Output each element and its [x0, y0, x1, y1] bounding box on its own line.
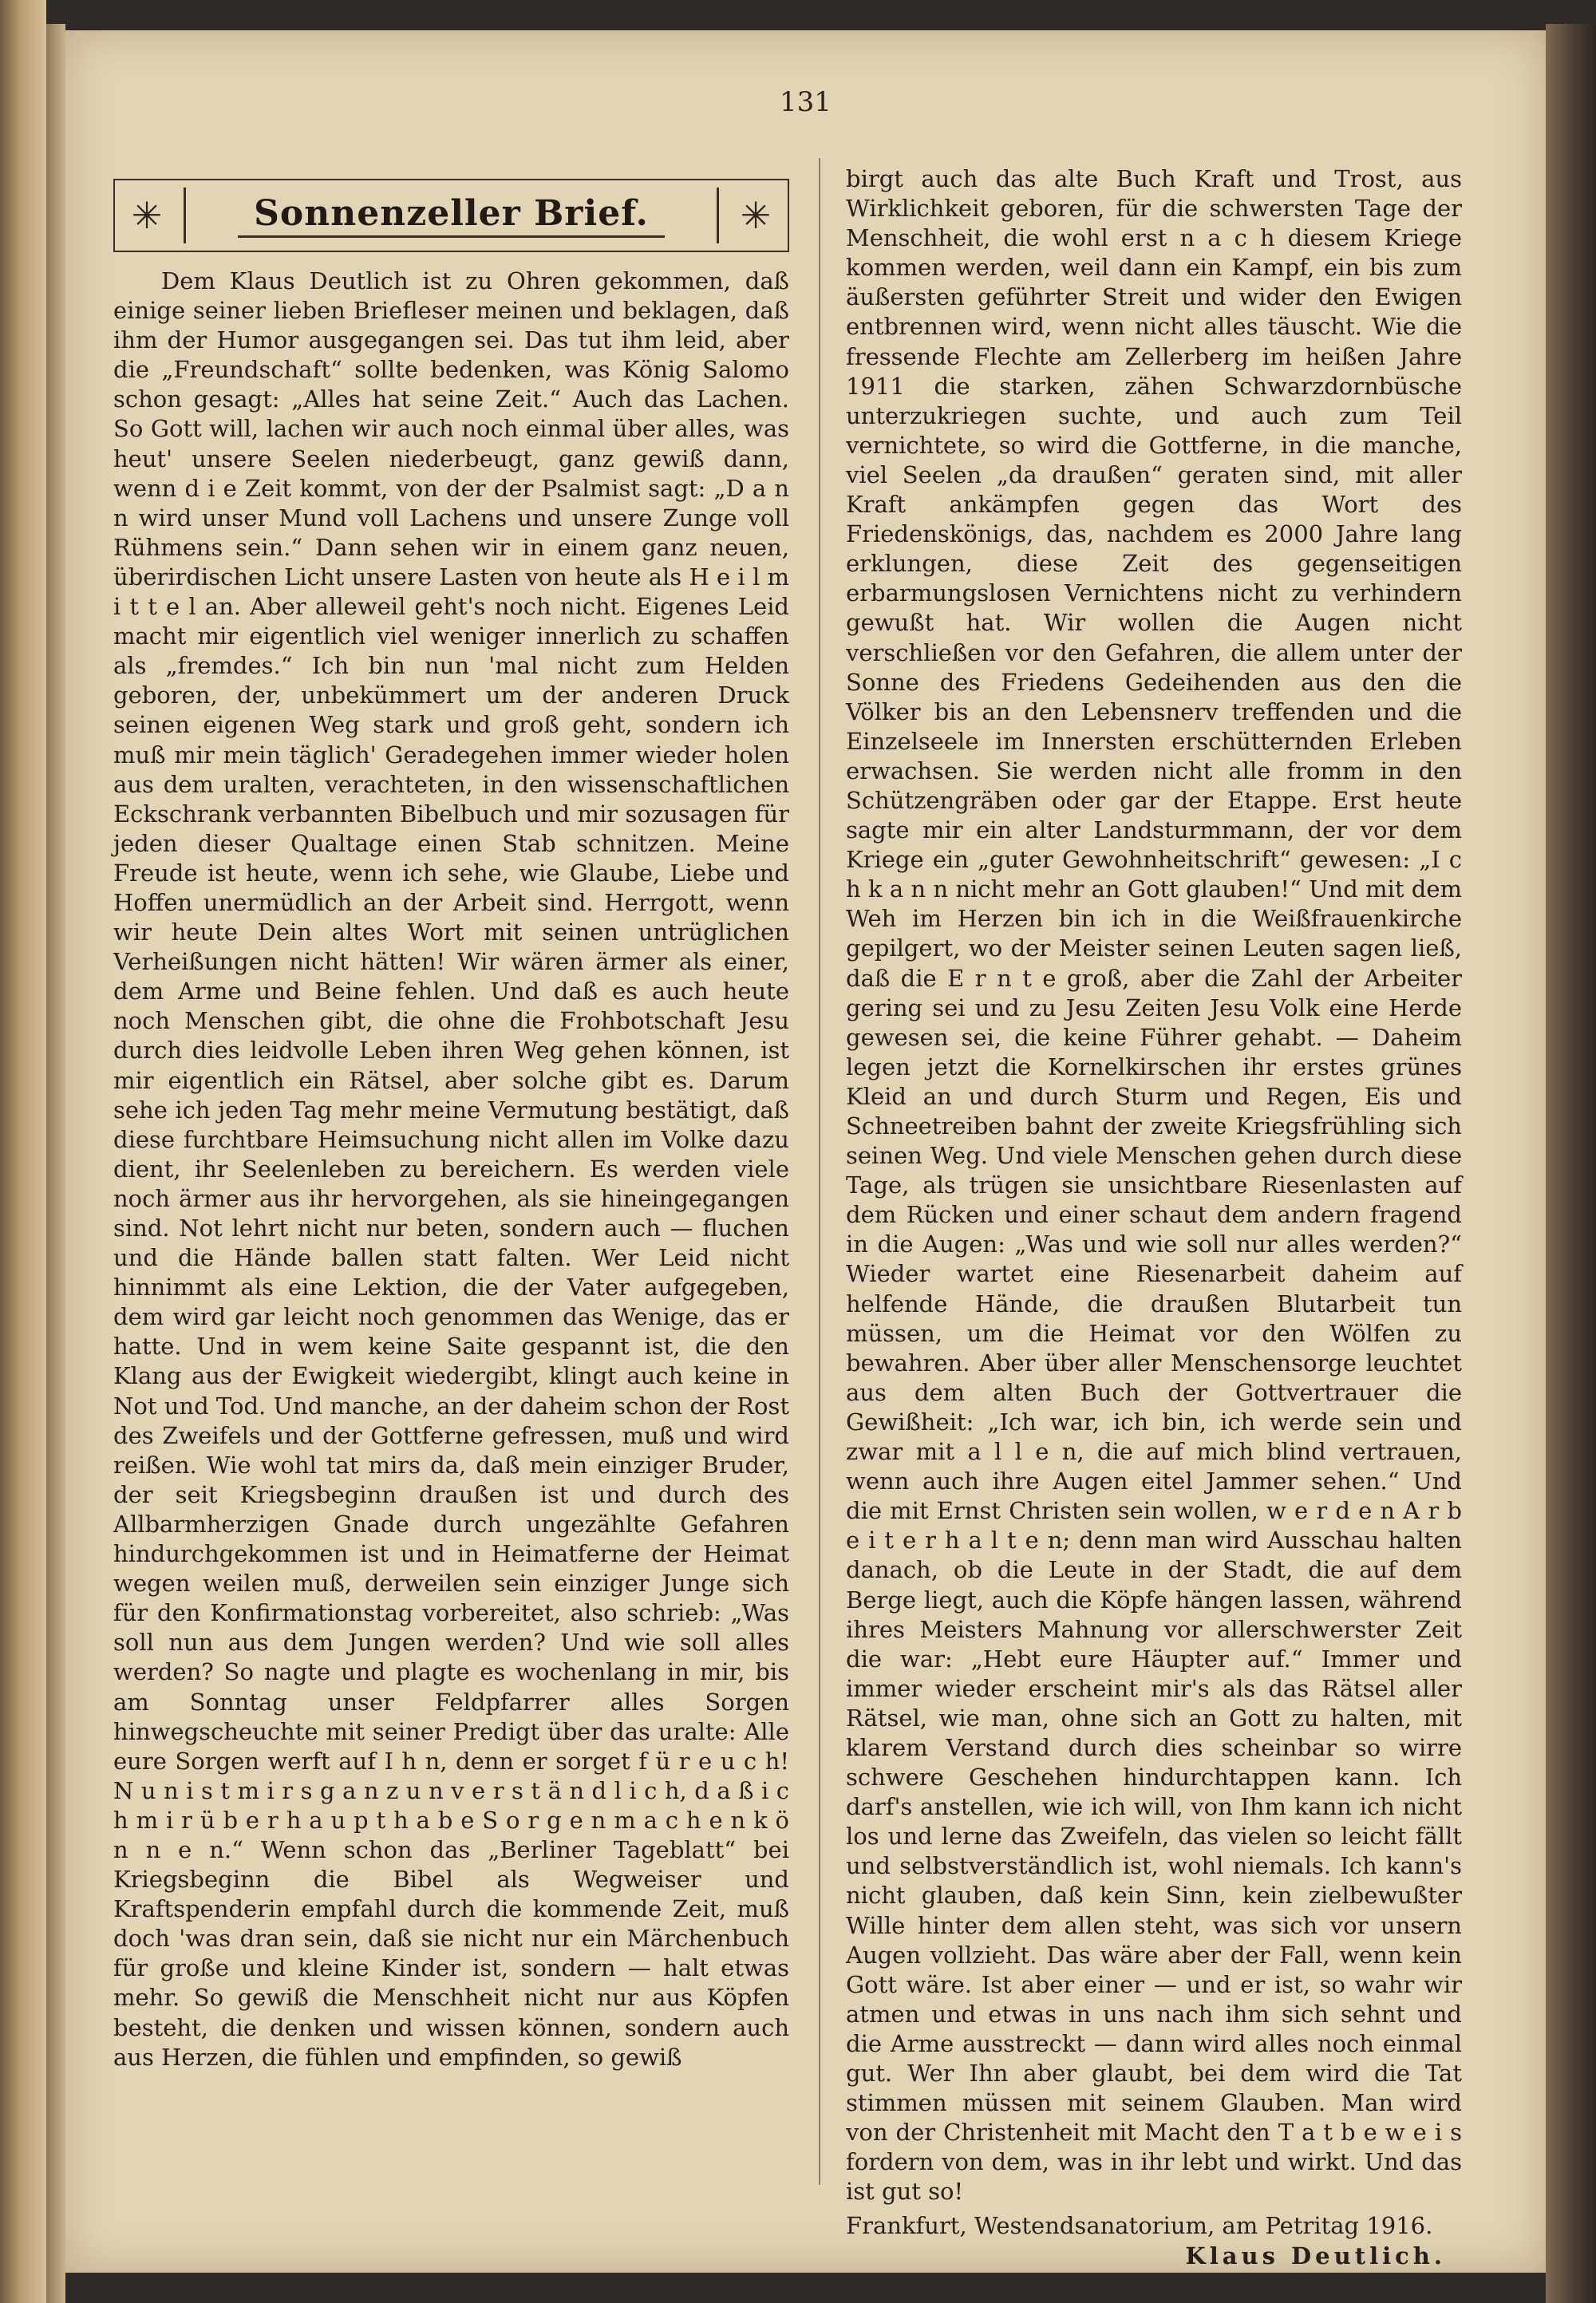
book-left-edge [0, 0, 46, 2303]
article-header [113, 179, 789, 252]
left-column-text: Dem Klaus Deutlich ist zu Ohren gekommen, daß einige seiner lieben Briefleser meinen und beklagen, daß ihm der Humor ausgegangen sei. Das tut ihm leid, aber die „Freundschaft“ sollte bedenken, was König Salomo schon gesagt: „Alles hat seine Zeit.“ Auch das Lachen. So Gott will, lachen wir auch noch einmal über alles, was heut' unsere Seelen niederbeugt, ganz gewiß dann, wenn d i e Zeit kommt, von der der Psalmist sagt: „D a n n wird unser Mund voll Lachens und unsere Zunge voll Rühmens sein.“ Dann sehen wir in einem ganz neuen, überirdischen Licht unsere Lasten von heute als H e i l m i t t e l an. Aber alleweil geht's noch nicht. Eigenes Leid macht mir eigentlich viel weniger innerlich zu schaffen als „fremdes.“ Ich bin nun 'mal nicht zum Helden geboren, der, unbekümmert um der anderen Druck seinen eigenen Weg stark und groß geht, sondern ich muß mir mein täglich' Geradegehen immer wieder holen aus dem uralten, verachteten, in den wissenschaftlichen Eckschrank verbannten Bibelbuch und mir sozusagen für jeden dieser Qualtage einen Stab schnitzen. Meine Freude ist heute, wenn ich sehe, wie Glaube, Liebe und Hoffen unermüdlich an der Arbeit sind. Herrgott, wenn wir heute Dein altes Wort mit seinen untrüglichen Verheißungen nicht hätten! Wir wären ärmer als einer, dem Arme und Beine fehlen. Und daß es auch heute noch Menschen gibt, die ohne die Frohbotschaft Jesu durch dies leidvolle Leben ihren Weg gehen können, ist mir eigentlich ein Rätsel, aber solche gibt es. Darum sehe ich jeden Tag mehr meine Vermutung bestätigt, daß diese furchtbare Heimsuchung nicht allen im Volke dazu dient, ihr Seelenleben zu bereichern. Es werden viele noch ärmer aus ihr hervorgehen, als sie hineingegangen sind. Not lehrt nicht nur beten, sondern auch — fluchen und die Hände ballen statt falten. Wer Leid nicht hinnimmt als eine Lektion, die der Vater aufgegeben, dem wird gar leicht noch genommen das Wenige, das er hatte. Und in wem keine Saite gespannt ist, die den Klang aus der Ewigkeit wiedergibt, klingt auch keine in Not und Tod. Und manche, an der daheim schon der Rost des Zweifels und der Gottferne gefressen, muß und wird reißen. Wie wohl tat mirs da, daß mein einziger Bruder, der seit Kriegsbeginn draußen ist und durch des Allbarmherzigen Gnade durch ungezählte Gefahren hindurchgekommen ist und in Heimatferne der Heimat wegen weilen muß, derweilen sein einziger Junge sich für den Konfirmationstag vorbereitet, also schrieb: „Was soll nun aus dem Jungen werden? Und wie soll alles werden? So nagte und plagte es wochenlang in mir, bis am Sonntag unser Feldpfarrer alles Sorgen hinwegscheuchte mit seiner Predigt über das uralte: Alle eure Sorgen werft auf I h n, denn er sorget f ü r e u c h! N u n i s t m i r s g a n z u n v e r s t ä n d l i c h, d a ß i c h m i r ü b e r h a u p t h a b e S o r g e n m a c h e n k ö n n e n.“ Wenn schon das „Berliner Tageblatt“ bei Kriegsbeginn die Bibel als Wegweiser und Kraftspenderin empfahl durch die kommende Zeit, muß doch 'was dran sein, daß sie nicht nur ein Märchenbuch für große und kleine Kinder ist, sondern — halt etwas mehr. So gewiß die Menschheit nicht nur aus Köpfen besteht, die denken und wissen können, sondern auch aus Herzen, die fühlen und empfinden, so gewiß [113, 267, 789, 2071]
dateline: Frankfurt, Westendsanatorium, am Petritag 1916. [846, 2212, 1433, 2240]
left-column [113, 267, 789, 2072]
page-number: 131 [780, 86, 832, 118]
right-column-text: birgt auch das alte Buch Kraft und Trost, aus Wirklichkeit geboren, für die schwersten Tage der Menschheit, die wohl erst n a c h diesem Kriege kommen werden, weil dann ein Kampf, ein bis zum äußersten geführter Streit und wider den Ewigen entbrennen wird, wenn nicht alles täuscht. Wie die fressende Flechte am Zellerberg im heißen Jahre 1911 die starken, zähen Schwarzdornbüsche unterzukriegen suchte, und auch zum Teil vernichtete, so wird die Gottferne, in die manche, viel Seelen „da draußen“ geraten sind, mit aller Kraft ankämpfen gegen das Wort des Friedenskönigs, das, nachdem es 2000 Jahre lang erklungen, diese Zeit des gegenseitigen erbarmungslosen Vernichtens nicht zu verhindern gewußt hat. Wir wollen die Augen nicht verschließen vor den Gefahren, die allem unter der Sonne des Friedens Gedeihenden aus den die Völker bis an den Lebensnerv treffenden und die Einzelseele im Innersten erschütternden Erleben erwachsen. Sie werden nicht alle fromm in den Schützengräben oder gar der Etappe. Erst heute sagte mir ein alter Landsturmmann, der vor dem Kriege ein „guter Gewohnheitschrift“ gewesen: „I c h k a n n nicht mehr an Gott glauben!“ Und mit dem Weh im Herzen bin ich in die Weißfrauenkirche gepilgert, wo der Meister seinen Leuten sagen ließ, daß die E r n t e groß, aber die Zahl der Arbeiter gering sei und zu Jesu Zeiten Jesu Volk eine Herde gewesen sei, die keine Führer gehabt. — Daheim legen jetzt die Kornelkirschen ihr erstes grünes Kleid an und durch Sturm und Regen, Eis und Schneetreiben bahnt der zweite Kriegsfrühling sich seinen Weg. Und viele Menschen gehen durch diese Tage, als trügen sie unsichtbare Riesenlasten auf dem Rücken und einer schaut dem andern fragend in die Augen: „Was und wie soll nur alles werden?“ Wieder wartet eine Riesenarbeit daheim auf helfende Hände, die draußen Blutarbeit tun müssen, um die Heimat vor den Wölfen zu bewahren. Aber über aller Menschensorge leuchtet aus dem alten Buch der Gottvertrauer die Gewißheit: „Ich war, ich bin, ich werde sein und zwar mit a l l e n, die auf mich blind vertrauen, wenn auch ihre Augen eitel Jammer sehen.“ Und die mit Ernst Christen sein wollen, w e r d e n A r b e i t e r h a l t e n; denn man wird Ausschau halten danach, ob die Leute in der Stadt, die auf dem Berge liegt, auch die Köpfe hängen lassen, während ihres Meisters Mahnung vor allerschwerster Zeit die war: „Hebt eure Häupter auf.“ Immer und immer wieder erscheint mir's als das Rätsel aller Rätsel, wie man, ohne sich an Gott zu halten, mit klarem Verstand durch dies scheinbar so wirre schwere Geschehen hindurchtappen kann. Ich darf's anstellen, wie ich will, von Ihm kann ich nicht los und lerne das Zweifeln, das vielen so leicht fällt und selbstverständlich ist, wohl niemals. Ich kann's nicht glauben, daß kein Sinn, kein zielbewußter Wille hinter dem allen steht, was sich vor unsern Augen vollzieht. Das wäre aber der Fall, wenn kein Gott wäre. Ist aber einer — und er ist, so wahr wir atmen und etwas in uns nach ihm sich sehnt und die Arme ausstreckt — dann wird alles noch einmal gut. Wer Ihn aber glaubt, bei dem wird die Tat stimmen müssen mit seinem Glauben. Man wird von der Christenheit mit Macht den T a t b e w e i s fordern von dem, was in ihr lebt und wirkt. Und das ist gut so! [846, 165, 1462, 2206]
asterisk-star-icon: ✳ [740, 194, 772, 237]
author-signature: Klaus Deutlich. [1185, 2242, 1446, 2269]
right-column [846, 164, 1462, 2271]
book-right-edge [1546, 24, 1596, 2303]
document-page [65, 30, 1546, 2273]
title-frame [184, 188, 719, 243]
column-divider [819, 158, 820, 2185]
asterisk-star-icon: ✳ [131, 194, 163, 237]
book-gutter [46, 24, 65, 2303]
article-title: Sonnenzeller Brief. [238, 193, 665, 238]
